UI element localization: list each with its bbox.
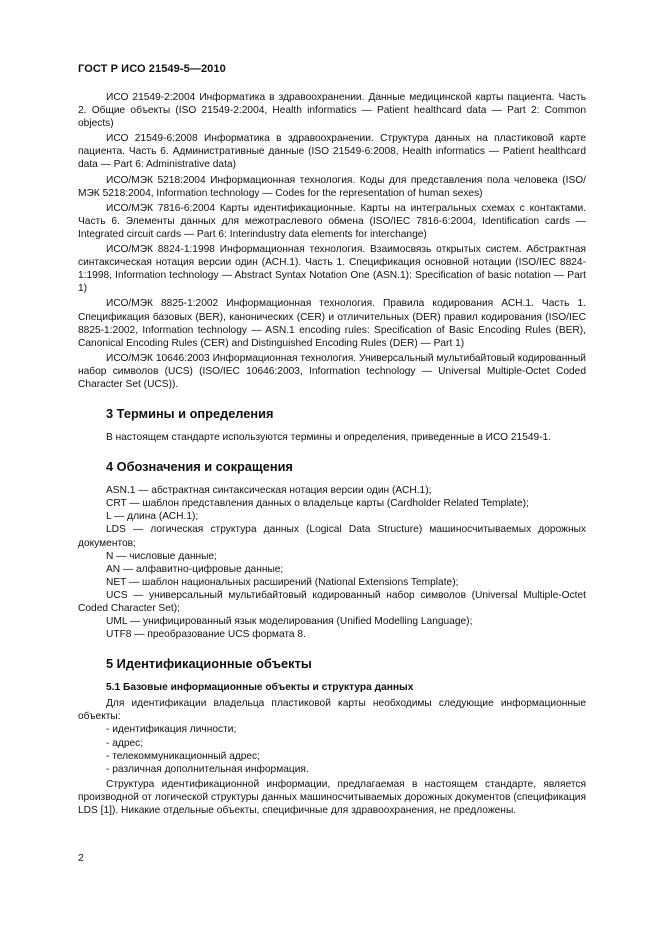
page-number: 2 bbox=[78, 852, 84, 864]
abbreviation-item: NET — шаблон национальных расширений (National Extensions Template); bbox=[106, 576, 459, 588]
section-4-heading: 4 Обозначения и сокращения bbox=[106, 459, 293, 475]
list-item: - телекоммуникационный адрес; bbox=[106, 750, 260, 762]
abbreviation-item: AN — алфавитно-цифровые данные; bbox=[106, 563, 284, 575]
section-3-heading: 3 Термины и определения bbox=[106, 406, 274, 422]
document-header: ГОСТ Р ИСО 21549-5—2010 bbox=[78, 63, 226, 75]
abbreviation-item: UCS — универсальный мультибайтовый кодированный набор символов (Universal Multiple-Octet Coded Character Set); bbox=[78, 589, 586, 614]
list-item: - идентификация личности; bbox=[106, 724, 237, 736]
reference-item: ИСО/МЭК 5218:2004 Информационная технология. Коды для представления пола человека (ISO/МЭК 5218:2004, Information technology — Codes for the representation of human sexes) bbox=[78, 174, 586, 199]
reference-item: ИСО/МЭК 10646:2003 Информационная технология. Универсальный мультибайтовый кодированный набор символов (UCS) (ISO/IEC 10646:2003, Information technology — Universal Multiple-Octet Coded Character Set (UCS)). bbox=[78, 352, 586, 390]
reference-item: ИСО 21549-2:2004 Информатика в здравоохранении. Данные медицинской карты пациента. Часть 2. Общие объекты (ISO 21549-2:2004, Health informatics — Patient healthcard data — Part 2: Common objects) bbox=[78, 92, 586, 130]
abbreviation-item: L — длина (АСН.1); bbox=[106, 511, 199, 523]
abbreviation-item: N — числовые данные; bbox=[106, 550, 217, 562]
normative-references-list bbox=[78, 91, 586, 391]
reference-item: ИСО/МЭК 8824-1:1998 Информационная технология. Взаимосвязь открытых систем. Абстрактная синтаксическая нотация версии один (АСН.1). Часть 1. Спецификация основной нотации (ISO/IEC 8824-1:1998, Information technology — Abstract Syntax Notation One (ASN.1): Specification of basic notation — Part 1) bbox=[78, 244, 586, 295]
abbreviation-item: UTF8 — преобразование UCS формата 8. bbox=[106, 629, 306, 641]
list-item: - различная дополнительная информация. bbox=[106, 763, 309, 775]
document-body bbox=[78, 91, 586, 817]
info-objects-list bbox=[78, 723, 586, 775]
abbreviations-list bbox=[78, 484, 586, 641]
abbreviation-item: ASN.1 — абстрактная синтаксическая нотация версии один (АСН.1); bbox=[106, 485, 432, 497]
list-item: - адрес; bbox=[106, 737, 144, 749]
abbreviation-item: LDS — логическая структура данных (Logical Data Structure) машиносчитываемых дорожных документов; bbox=[78, 524, 586, 549]
section-5-heading: 5 Идентификационные объекты bbox=[106, 656, 312, 672]
section-5-1-heading: 5.1 Базовые информационные объекты и структура данных bbox=[106, 682, 414, 694]
section-3-text: В настоящем стандарте используются термины и определения, приведенные в ИСО 21549-1. bbox=[106, 432, 552, 444]
abbreviation-item: CRT — шаблон представления данных о владельце карты (Cardholder Related Template); bbox=[106, 498, 529, 510]
section-5-1-text: Структура идентификационной информации, предлагаемая в настоящем стандарте, является производной от логической структуры данных машиносчитываемых дорожных документов (спецификация LDS [1]). Никакие отдельные объекты, специфичные для здравоохранения, не предложены. bbox=[78, 778, 586, 817]
reference-item: ИСО/МЭК 8825-1:2002 Информационная технология. Правила кодирования АСН.1. Часть 1. Спецификация базовых (BER), канонических (CER) и отличительных (DER) правил кодирования (ISO/IEC 8825-1:2002, Information technology — ASN.1 encoding rules: Specification of Basic Encoding Rules (BER), Canonical Encoding Rules (CER) and Distinguished Encoding Rules (DER) — Part 1) bbox=[78, 298, 586, 349]
abbreviation-item: UML — унифицированный язык моделирования (Unified Modelling Language); bbox=[106, 616, 473, 628]
section-5-1-intro: Для идентификации владельца пластиковой карты необходимы следующие информационные объекты: bbox=[78, 698, 586, 723]
reference-item: ИСО 21549-6:2008 Информатика в здравоохранении. Структура данных на пластиковой карте пациента. Часть 6. Административные данные (ISO 21549-6:2008, Health informatics — Patient healthcard data — Part 6: Administrative data) bbox=[78, 133, 586, 171]
reference-item: ИСО/МЭК 7816-6:2004 Карты идентификационные. Карты на интегральных схемах с контактами. Часть 6. Элементы данных для межотраслевого обмена (ISO/IEC 7816-6:2004, Identification cards — Integrated circuit cards — Part 6: Interindustry data elements for interchange) bbox=[78, 202, 586, 240]
